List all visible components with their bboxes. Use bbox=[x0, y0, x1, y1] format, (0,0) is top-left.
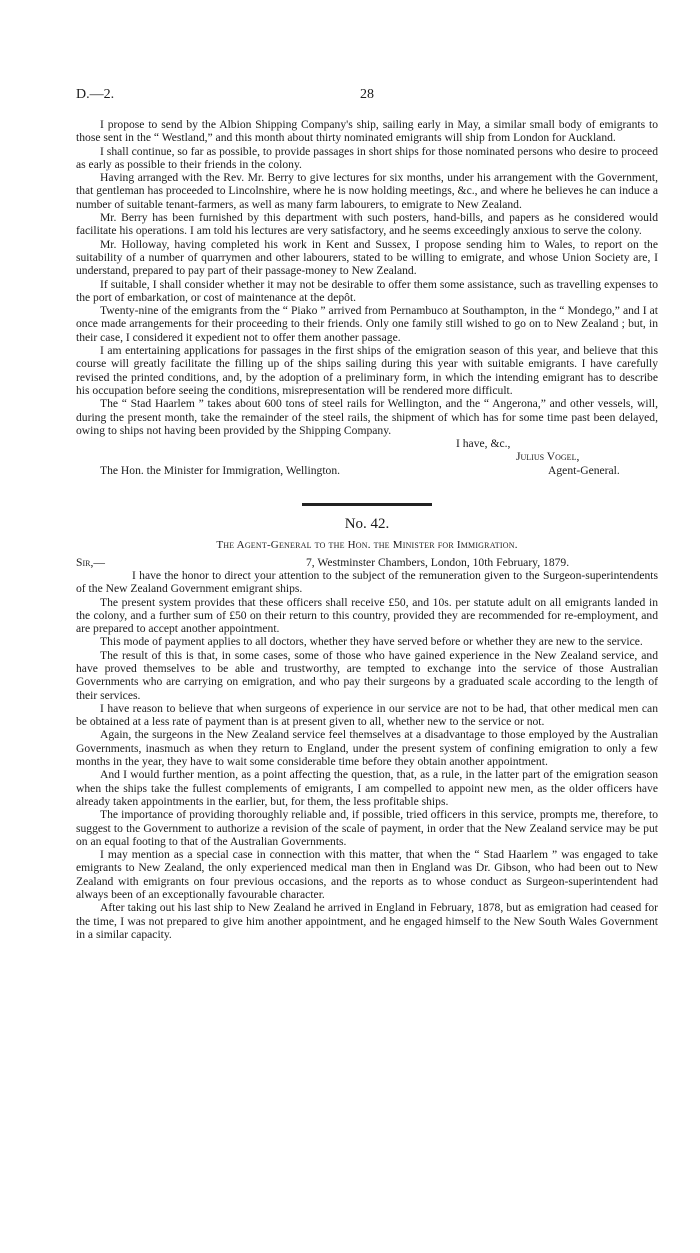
paragraph: Again, the surgeons in the New Zealand service feel themselves at a disadvantage to those employed by the Australian Governments, inasmuch as when they return to England, under the present system of confining emigration to only a few months in the year, they have to wait some considerable time before they obtain another appointment. bbox=[76, 728, 658, 769]
paragraph: I shall continue, so far as possible, to provide passages in short ships for those nominated persons who desire to proceed as early as possible to their friends in the colony. bbox=[76, 144, 658, 171]
paragraph: I have reason to believe that when surgeons of experience in our service are not to be had, that other medical men can be obtained at a less rate of payment than is at present given to all, whether new to the service or not. bbox=[76, 701, 658, 729]
paragraph: And I would further mention, as a point affecting the question, that, as a rule, in the latter part of the emigration season when the ships take the fullest complements of emigrants, I am compelled to appoint new men, as the older officers have already taken appointments in the earlier, but, for them, the less profitable ships. bbox=[76, 768, 658, 808]
closing-row bbox=[76, 437, 658, 450]
paragraph: The result of this is that, in some cases, some of those who have gained experience in the New Zealand service, and have proved themselves to be able and trustworthy, are tempted to exchange into the service of those Australian Governments who are carrying on emigration, and who pay their surgeons by a graduated scale according to the length of their services. bbox=[76, 648, 658, 702]
paragraph: I am entertaining applications for passages in the first ships of the emigration season of this year, and believe that this course will greatly facilitate the filling up of the ships sailing during this year with suitable emigrants. I have carefully revised the printed conditions, and, by the adoption of a preliminary form, in which the intending emigrant has to describe his occupation before seeing the conditions, misrepresentation will be rendered more difficult. bbox=[76, 344, 658, 397]
addressee-row bbox=[76, 464, 658, 477]
paragraph: Mr. Berry has been furnished by this department with such posters, hand-bills, and papers as he considered would facilitate his operations. I am told his lectures are very satisfactory, and he seems exceedingly anxious to serve the colony. bbox=[76, 211, 658, 238]
paragraph: The present system provides that these officers shall receive £50, and 10s. per statute adult on all emigrants landed in the colony, and a further sum of £50 on their return to this country, provided they are recommended for re-employment, and are prepared to accept another appointment. bbox=[76, 595, 658, 636]
paragraph: After taking out his last ship to New Zealand he arrived in England in February, 1878, but as emigration had ceased for the time, I was not prepared to give him another appointment, and he engaged himself to the New South Wales Government in a similar capacity. bbox=[76, 901, 658, 941]
page-header bbox=[76, 88, 658, 106]
document-reference: D.—2. bbox=[76, 87, 115, 102]
address-date: 7, Westminster Chambers, London, 10th February, 1879. bbox=[306, 555, 570, 569]
signer-title: Agent-General. bbox=[548, 463, 620, 477]
paragraph: I have the honor to direct your attention to the subject of the remuneration given to the Surgeon-superintendents of the New Zealand Government emigrant ships. bbox=[76, 568, 658, 596]
letter-number: No. 42. bbox=[344, 516, 390, 533]
salutation: Sir,— bbox=[76, 555, 105, 569]
paragraph: If suitable, I shall consider whether it may not be desirable to offer them some assistance, such as travelling expenses to the port of embarkation, or cost of maintenance at the depôt. bbox=[76, 277, 658, 304]
document-page bbox=[76, 88, 658, 941]
paragraph: Twenty-nine of the emigrants from the “ Piako ” arrived from Pernambuco at Southampton, in the “ Mondego,” and I at once made arrangements for their proceeding to their friends. Only one family still wished to go on to New Zealand ; but, in their case, I considered it expedient not to offer them another passage. bbox=[76, 304, 658, 344]
signature: Julius Vogel, bbox=[516, 450, 580, 464]
signature-row bbox=[76, 450, 658, 463]
paragraph: The “ Stad Haarlem ” takes about 600 tons of steel rails for Wellington, and the “ Angerona,” and other vessels, will, during the present month, take the remainder of the steel rails, the shipment of which has for some time past been delayed, owing to ships not having been provided by the Shipping Company. bbox=[76, 397, 658, 437]
paragraph: I may mention as a special case in connection with this matter, that when the “ Stad Haarlem ” was engaged to take emigrants to New Zealand, the only experienced medical man then in England was Dr. Gibson, who had been out to New Zealand with emigrants on four previous occasions, and the reports as to whose conduct as Surgeon-superintendent had always been of an exceptionally favourable character. bbox=[76, 848, 658, 902]
paragraph: I propose to send by the Albion Shipping Company's ship, sailing early in May, a similar small body of emigrants to those sent in the “ Westland,” and this month about thirty nominated emigrants will ship from London for Auckland. bbox=[76, 118, 658, 145]
salutation-row bbox=[76, 556, 658, 569]
closing: I have, &c., bbox=[456, 437, 511, 451]
section-divider bbox=[302, 503, 432, 506]
paragraph: This mode of payment applies to all doctors, whether they have served before or whether they are new to the service. bbox=[100, 635, 643, 649]
paragraph: The importance of providing thoroughly reliable and, if possible, tried officers in this service, prompts me, therefore, to suggest to the Government to authorize a revision of the scale of payment, in order that the New Zealand service may be put on an equal footing to that of the Australian Governments. bbox=[76, 808, 658, 848]
paragraph: Mr. Holloway, having completed his work in Kent and Sussex, I propose sending him to Wales, to report on the suitability of a number of quarrymen and other labourers, stated to be willing to emigrate, and whose Union Society are, I understand, prepared to pay part of their passage-money to New Zealand. bbox=[76, 237, 658, 278]
addressee: The Hon. the Minister for Immigration, Wellington. bbox=[100, 463, 341, 477]
page-number: 28 bbox=[360, 87, 374, 102]
letter-body bbox=[76, 569, 658, 941]
paragraph: Having arranged with the Rev. Mr. Berry to give lectures for six months, under his arrangement with the Government, that gentleman has proceeded to Lincolnshire, where he is now holding meetings, &c., and where he believes he can induce a number of suitable tenant-farmers, as well as many farm labourers, to emigrate to New Zealand. bbox=[76, 171, 658, 211]
previous-letter-body bbox=[76, 118, 658, 477]
letter-heading: The Agent-General to the Hon. the Minister for Immigration. bbox=[216, 539, 518, 552]
